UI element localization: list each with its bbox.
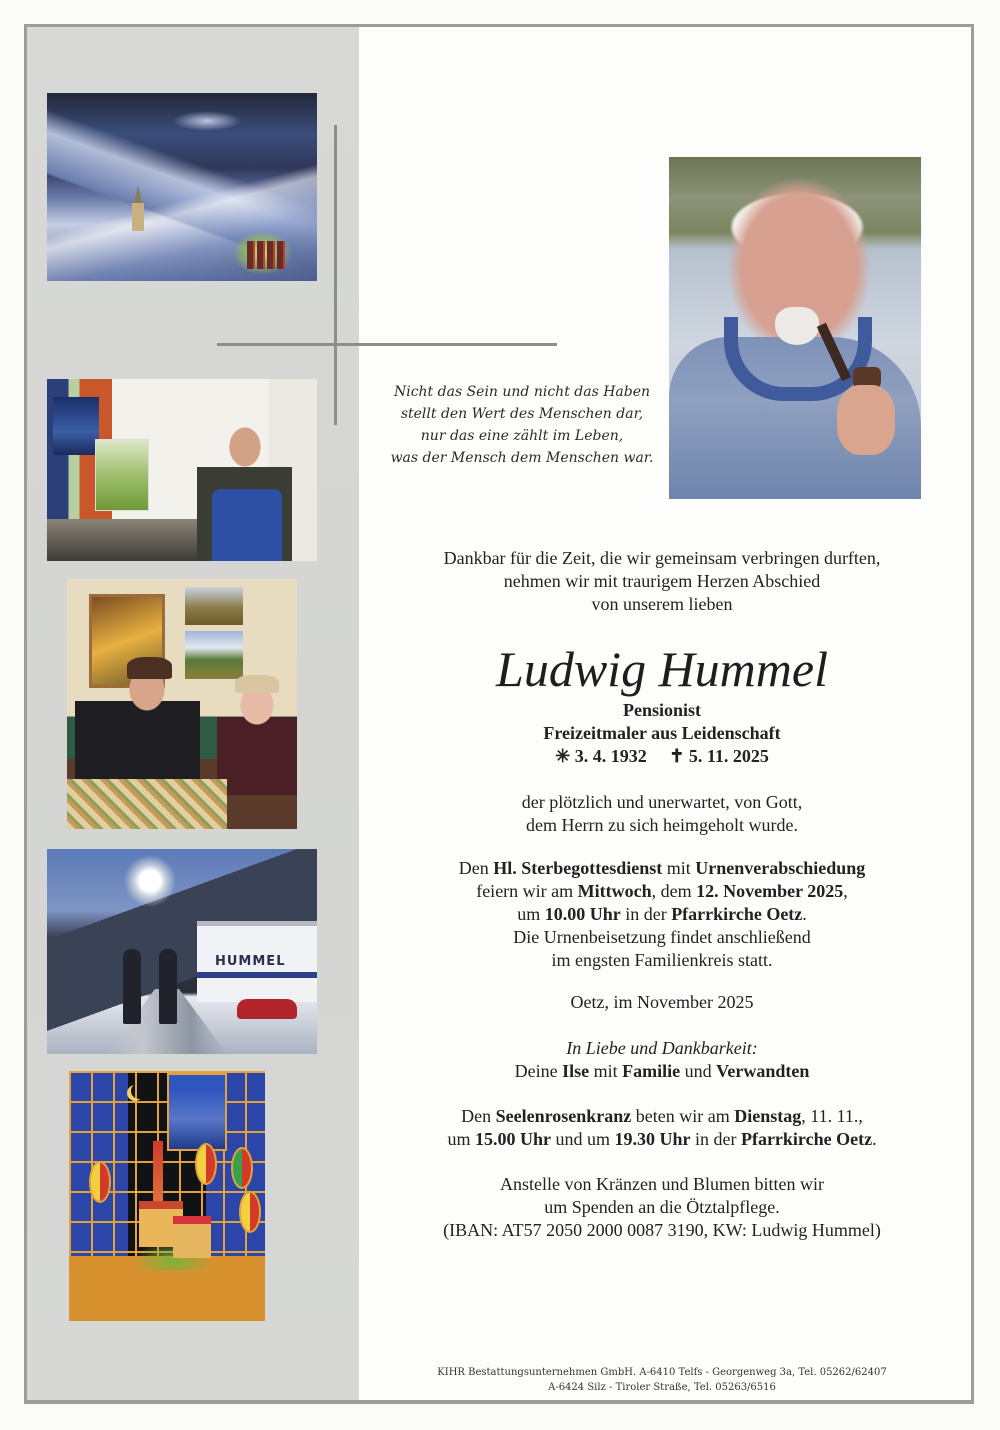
intro-text	[367, 547, 957, 616]
rosary-date: , 11. 11.,	[801, 1106, 863, 1126]
text: Den	[458, 858, 494, 878]
spouse-name: Ilse	[562, 1061, 590, 1081]
quote-line: nur das eine zählt im Leben,	[420, 428, 624, 444]
deceased-name: Ludwig Hummel	[496, 641, 828, 697]
person-right	[159, 949, 177, 1024]
text: beten wir am	[631, 1106, 735, 1126]
canvas-seascape	[53, 397, 99, 455]
beard	[775, 307, 819, 345]
relatives-word: Verwandten	[716, 1061, 810, 1081]
text: , dem	[651, 881, 697, 901]
family-heading: In Liebe und Dankbarkeit:	[566, 1038, 758, 1058]
rosary-text	[367, 1105, 957, 1151]
text: in der	[620, 904, 672, 924]
photo-two-men-with-hats	[67, 579, 297, 829]
iban-line: (IBAN: AT57 2050 2000 0087 3190, KW: Ludwig Hummel)	[443, 1220, 881, 1240]
quote-line: was der Mensch dem Menschen war.	[390, 450, 654, 466]
passing-line: dem Herrn zu sich heimgeholt wurde.	[526, 815, 798, 835]
text: .	[872, 1129, 877, 1149]
death-date: 5. 11. 2025	[688, 746, 769, 766]
canvas-trees	[95, 439, 149, 511]
funeral-home-footer	[367, 1365, 957, 1395]
rosary-location: Pfarrkirche Oetz	[740, 1129, 873, 1149]
text: feiern wir am	[476, 881, 578, 901]
birth-date: 3. 4. 1932	[574, 746, 647, 766]
quote-line: Nicht das Sein und nicht das Haben	[393, 384, 651, 400]
birth-star-icon: ✳	[555, 746, 571, 766]
text: Deine	[514, 1061, 563, 1081]
building-sign: HUMMEL	[215, 954, 286, 969]
service-type: Hl. Sterbegottesdienst	[493, 858, 663, 878]
man-right	[217, 675, 297, 795]
text: in der	[690, 1129, 741, 1149]
passing-text	[367, 791, 957, 837]
leaf-tree-icon	[239, 1191, 261, 1233]
passing-line: der plötzlich und unerwartet, von Gott,	[521, 792, 803, 812]
hat-straw	[235, 675, 279, 693]
text: um	[517, 904, 545, 924]
photo-couple-winter-walk	[47, 849, 317, 1054]
text: .	[802, 904, 807, 924]
donation-line: Anstelle von Kränzen und Blumen bitten wir	[500, 1174, 824, 1194]
quote-line: stellt den Wert des Menschen dar,	[400, 406, 644, 422]
hat-brown	[127, 657, 172, 679]
cross-horizontal-bar	[217, 343, 557, 346]
person-left	[123, 949, 141, 1024]
service-detail: Urnenverabschiedung	[695, 858, 866, 878]
family-signature	[367, 1037, 957, 1083]
chapel-shape	[132, 203, 144, 231]
tablecloth	[67, 779, 227, 829]
place-date: Oetz, im November 2025	[570, 992, 754, 1012]
intro-line: von unserem lieben	[591, 594, 733, 614]
building-band	[197, 972, 317, 978]
text: mit	[662, 858, 696, 878]
text: Den	[461, 1106, 496, 1126]
intro-line: Dankbar für die Zeit, die wir gemeinsam verbringen durften,	[443, 548, 881, 568]
rosary-type: Seelenrosenkranz	[495, 1106, 632, 1126]
man-left	[75, 659, 200, 799]
obituary-card	[24, 24, 974, 1404]
rosary-weekday: Dienstag	[734, 1106, 802, 1126]
leaf-tree-icon	[195, 1143, 217, 1185]
deceased-details	[367, 699, 957, 768]
wall-painting-house	[185, 587, 243, 625]
footer-line: A-6424 Silz - Tiroler Straße, Tel. 05263/6516	[548, 1382, 776, 1393]
hobby-description: Freizeitmaler aus Leidenschaft	[543, 723, 781, 743]
death-cross-icon: ✝	[669, 746, 685, 766]
figures-group	[247, 241, 287, 269]
donation-line: um Spenden an die Ötztalpflege.	[544, 1197, 780, 1217]
mountain-pane	[167, 1073, 227, 1151]
photo-painter-at-easel	[47, 379, 317, 561]
portrait-photo	[669, 157, 921, 499]
text: und	[680, 1061, 717, 1081]
family-word: Familie	[622, 1061, 681, 1081]
blue-apron	[212, 489, 282, 561]
burial-line: Die Urnenbeisetzung findet anschließend	[513, 927, 811, 947]
text: mit	[589, 1061, 623, 1081]
footer-line: KIHR Bestattungsunternehmen GmbH. A-6410 Telfs - Georgenweg 3a, Tel. 05262/62407	[437, 1367, 887, 1378]
burial-line: im engsten Familienkreis statt.	[551, 950, 773, 970]
red-car	[237, 999, 297, 1019]
service-date: 12. November 2025	[696, 881, 844, 901]
rosary-time-2: 19.30 Uhr	[614, 1129, 691, 1149]
hand	[837, 385, 895, 455]
leaf-tree-icon	[89, 1161, 111, 1203]
leaf-tree-icon	[231, 1147, 253, 1189]
hummel-building	[197, 921, 317, 1002]
moon-glow	[172, 111, 242, 131]
cross-vertical-bar	[334, 125, 337, 425]
rosary-time-1: 15.00 Uhr	[474, 1129, 551, 1149]
house-right	[173, 1216, 211, 1258]
intro-line: nehmen wir mit traurigem Herzen Abschied	[503, 571, 821, 591]
paint-table	[47, 519, 197, 561]
service-time: 10.00 Uhr	[544, 904, 621, 924]
text: ,	[843, 881, 848, 901]
photo-sidebar	[27, 27, 359, 1400]
painting-night-mountains	[47, 93, 317, 281]
occupation: Pensionist	[622, 700, 701, 720]
service-weekday: Mittwoch	[577, 881, 652, 901]
funeral-service-text	[367, 857, 957, 972]
text: um	[447, 1129, 475, 1149]
painting-stained-glass-town	[69, 1071, 265, 1321]
service-location: Pfarrkirche Oetz	[671, 904, 803, 924]
text: und um	[550, 1129, 615, 1149]
donation-text	[367, 1173, 957, 1242]
crescent-moon-icon	[131, 1083, 147, 1099]
memorial-quote	[377, 381, 667, 469]
